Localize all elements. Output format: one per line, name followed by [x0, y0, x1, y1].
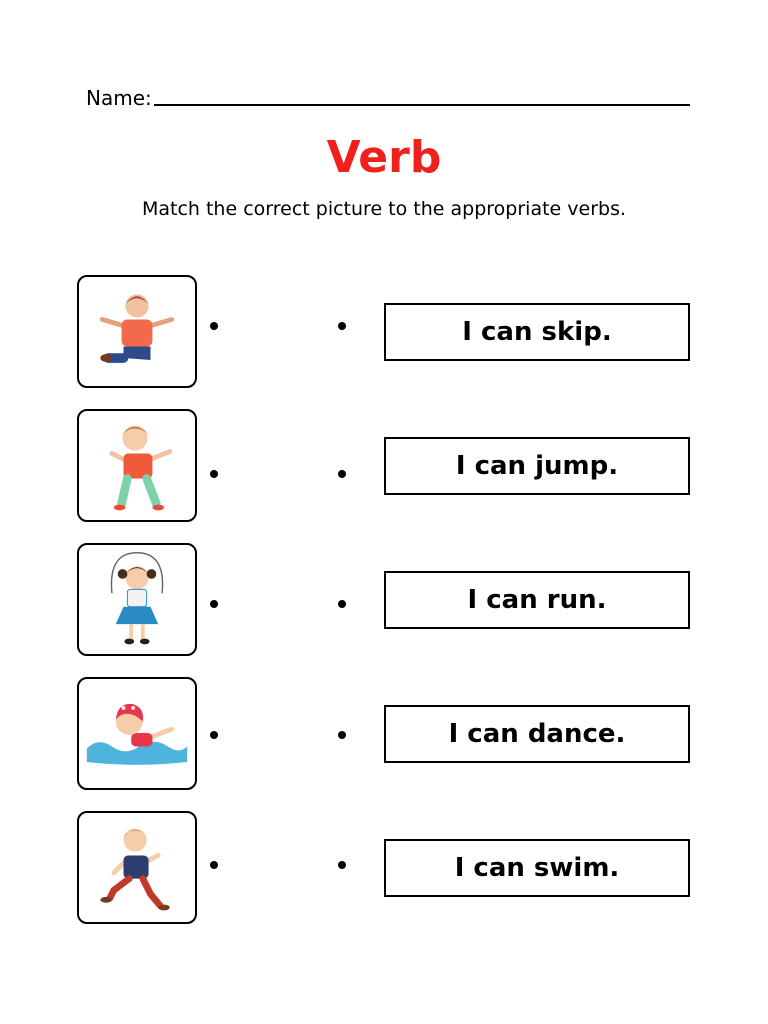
match-dot-left-4[interactable]: [210, 731, 218, 739]
picture-card-3: [77, 543, 197, 656]
picture-card-5: [77, 811, 197, 924]
picture-card-1: [77, 275, 197, 388]
match-dot-left-3[interactable]: [210, 600, 218, 608]
verb-box-4: I can dance.: [384, 705, 690, 763]
match-dot-left-2[interactable]: [210, 470, 218, 478]
match-dot-right-1[interactable]: [338, 322, 346, 330]
boy-dancing-icon: [79, 411, 195, 520]
girl-skipping-rope-icon: [79, 545, 195, 654]
match-dot-left-1[interactable]: [210, 322, 218, 330]
picture-card-2: [77, 409, 197, 522]
match-dot-left-5[interactable]: [210, 861, 218, 869]
girl-swimming-icon: [79, 679, 195, 788]
boy-kneeling-arms-out-icon: [79, 277, 195, 386]
verb-box-2: I can jump.: [384, 437, 690, 495]
verb-box-1: I can skip.: [384, 303, 690, 361]
name-row: [86, 86, 690, 110]
match-dot-right-3[interactable]: [338, 600, 346, 608]
picture-card-4: [77, 677, 197, 790]
match-dot-right-2[interactable]: [338, 470, 346, 478]
match-dot-right-5[interactable]: [338, 861, 346, 869]
name-write-line[interactable]: [154, 104, 690, 106]
boy-running-icon: [79, 813, 195, 922]
verb-box-3: I can run.: [384, 571, 690, 629]
page-title: Verb: [326, 132, 442, 183]
instructions: Match the correct picture to the appropriate verbs.: [141, 198, 627, 220]
match-dot-right-4[interactable]: [338, 731, 346, 739]
verb-box-5: I can swim.: [384, 839, 690, 897]
name-label: Name:: [86, 86, 152, 110]
